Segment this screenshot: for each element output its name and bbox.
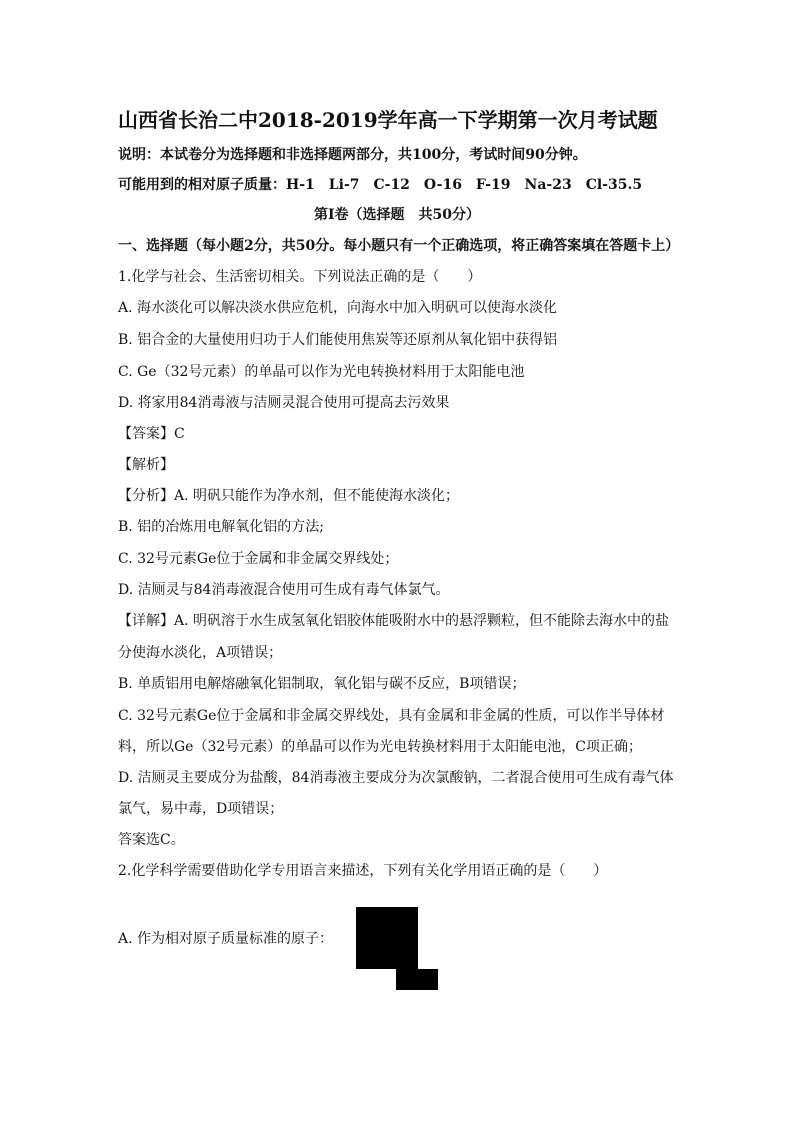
question-2-stem: 2.化学科学需要借助化学专用语言来描述，下列有关化学用语正确的是（ ） bbox=[118, 863, 608, 879]
section-title: 第Ⅰ卷（选择题 共50分） bbox=[313, 207, 481, 223]
question-2-option-a: A. 作为相对原子质量标准的原子： bbox=[118, 931, 334, 947]
redacted-image bbox=[396, 969, 438, 990]
redacted-image bbox=[356, 907, 418, 969]
question-1-answer: 【答案】C bbox=[118, 426, 185, 442]
question-1-option-c: C. Ge（32号元素）的单晶可以作为光电转换材料用于太阳能电池 bbox=[118, 364, 525, 380]
analysis-line: C. 32号元素Ge位于金属和非金属交界线处； bbox=[118, 551, 399, 567]
question-1-option-d: D. 将家用84消毒液与洁厕灵混合使用可提高去污效果 bbox=[118, 395, 450, 411]
detail-line: B. 单质铝用电解熔融氧化铝制取，氧化铝与碳不反应，B项错误； bbox=[118, 676, 526, 692]
detail-line: C. 32号元素Ge位于金属和非金属交界线处，具有金属和非金属的性质，可以作半导体材 bbox=[118, 708, 665, 724]
detail-line: 分使海水淡化，A项错误； bbox=[118, 645, 283, 661]
detail-line: 【详解】A. 明矾溶于水生成氢氧化铝胶体能吸附水中的悬浮颗粒，但不能除去海水中的盐 bbox=[118, 613, 670, 629]
detail-line: 答案选C。 bbox=[118, 832, 185, 848]
exam-note: 说明：本试卷分为选择题和非选择题两部分，共100分，考试时间90分钟。 bbox=[118, 147, 587, 163]
question-1-option-b: B. 铝合金的大量使用归功于人们能使用焦炭等还原剂从氧化铝中获得铝 bbox=[118, 332, 558, 348]
analysis-line: B. 铝的冶炼用电解氧化铝的方法; bbox=[118, 519, 324, 535]
detail-line: 料，所以Ge（32号元素）的单晶可以作为光电转换材料用于太阳能电池，C项正确； bbox=[118, 739, 642, 755]
question-1-option-a: A. 海水淡化可以解决淡水供应危机，向海水中加入明矾可以使海水淡化 bbox=[118, 300, 558, 316]
detail-line: D. 洁厕灵主要成分为盐酸，84消毒液主要成分为次氯酸钠，二者混合使用可生成有毒气体 bbox=[118, 770, 674, 786]
question-1-stem: 1.化学与社会、生活密切相关。下列说法正确的是（ ） bbox=[118, 269, 482, 285]
analysis-line: 【分析】A. 明矾只能作为净水剂，但不能使海水淡化； bbox=[118, 488, 460, 504]
atomic-masses: 可能用到的相对原子质量：H-1 Li-7 C-12 O-16 F-19 Na-23 Cl-35.5 bbox=[118, 177, 643, 193]
detail-line: 氯气，易中毒，D项错误； bbox=[118, 801, 284, 817]
question-1-analysis-label: 【解析】 bbox=[118, 457, 174, 473]
part-heading: 一、选择题（每小题2分，共50分。每小题只有一个正确选项，将正确答案填在答题卡上） bbox=[118, 238, 680, 254]
analysis-line: D. 洁厕灵与84消毒液混合使用可生成有毒气体氯气。 bbox=[118, 582, 450, 598]
page-title: 山西省长治二中2018-2019学年高一下学期第一次月考试题 bbox=[118, 108, 658, 132]
